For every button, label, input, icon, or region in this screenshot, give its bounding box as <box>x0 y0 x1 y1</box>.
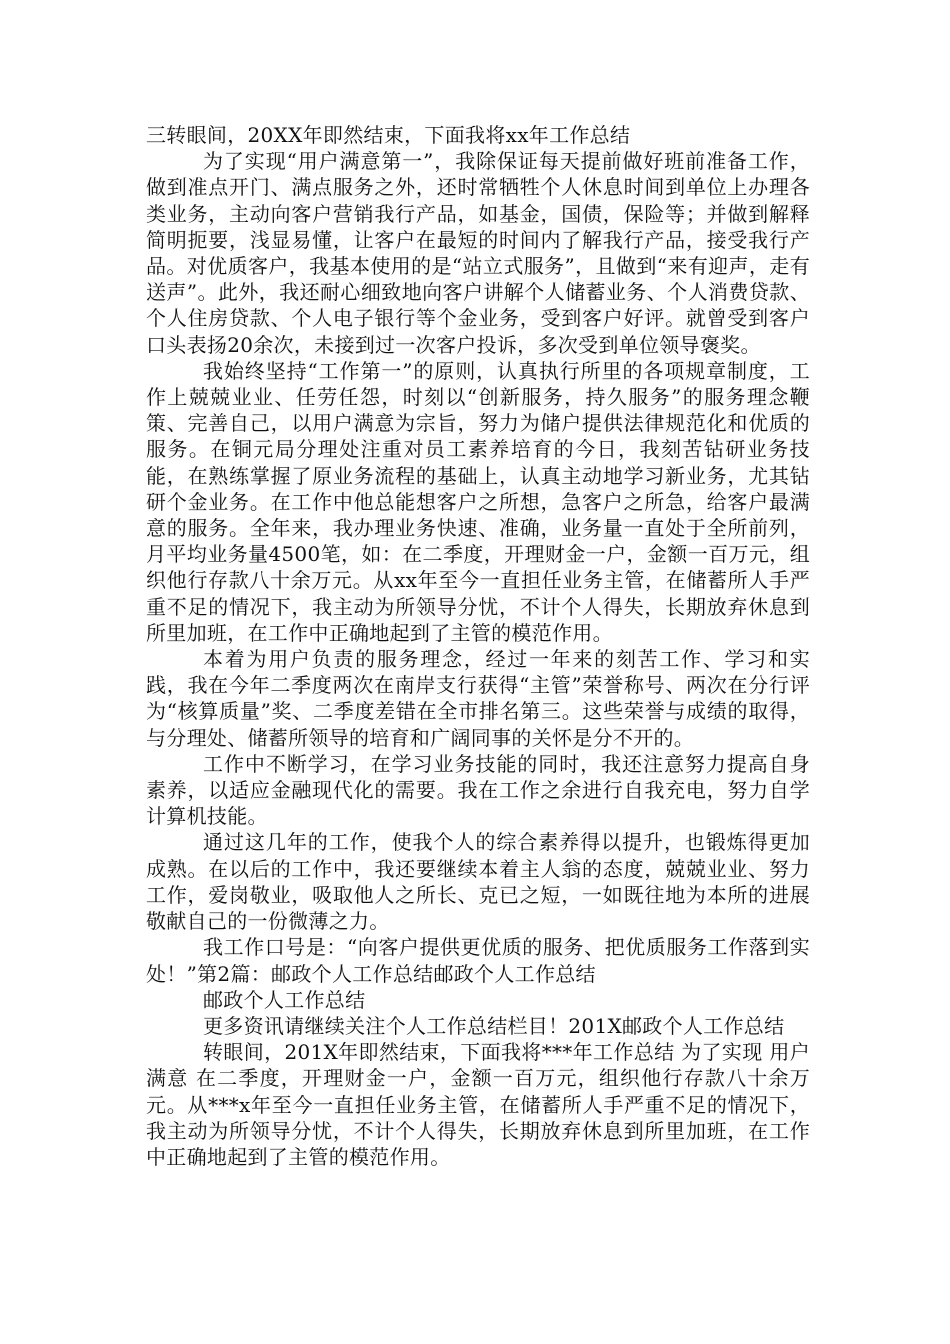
paragraph-growth: 通过这几年的工作，使我个人的综合素养得以提升，也锻炼得更加成熟。在以后的工作中，我还要继续本着主人翁的态度，兢兢业业、努力工作，爱岗敬业，吸取他人之所长、克已之短，一如既往地为本所的进展敬献自己的一份微薄之力。 <box>146 830 810 934</box>
document-body <box>146 122 810 1170</box>
paragraph-customer-satisfaction: 为了实现“用户满意第一”，我除保证每天提前做好班前准备工作，做到准点开门、满点服务之外，还时常牺牲个人休息时间到单位上办理各类业务，主动向客户营销我行产品，如基金，国债，保险等；并做到解释简明扼要，浅显易懂，让客户在最短的时间内了解我行产品，接受我行产品。对优质客户，我基本使用的是“站立式服务”，且做到“来有迎声，走有送声”。此外，我还耐心细致地向客户讲解个人储蓄业务、个人消费贷款、个人住房贷款、个人电子银行等个金业务，受到客户好评。就曾受到客户口头表扬20余次，未接到过一次客户投诉，多次受到单位领导褒奖。 <box>146 149 810 357</box>
paragraph-intro: 三转眼间，20XX年即然结束，下面我将xx年工作总结 <box>146 123 631 147</box>
section-heading: 邮政个人工作总结 <box>203 987 366 1012</box>
paragraph-summary: 转眼间，201X年即然结束，下面我将***年工作总结 为了实现 用户满意 在二季度，开理财金一户，金额一百万元，组织他行存款八十余万元。从***x年至今一直担任业务主管，在储蓄所人手严重不足的情况下，我主动为所领导分忧，不计个人得失，长期放弃休息到所里加班，在工作中正确地起到了主管的模范作用。 <box>146 1040 810 1169</box>
paragraph-more-info: 更多资讯请继续关注个人工作总结栏目！201X邮政个人工作总结 <box>203 1013 785 1038</box>
paragraph-work-principle: 我始终坚持“工作第一”的原则，认真执行所里的各项规章制度，工作上兢兢业业、任劳任怨，时刻以“创新服务，持久服务”的服务理念鞭策、完善自己，以用户满意为宗旨，努力为储户提供法律规范化和优质的服务。在铜元局分理处注重对员工素养培育的今日，我刻苦钻研业务技能，在熟练掌握了原业务流程的基础上，认真主动地学习新业务，尤其钻研个金业务。在工作中他总能想客户之所想，急客户之所急，给客户最满意的服务。全年来，我办理业务快速、准确，业务量一直处于全所前列，月平均业务量4500笔，如：在二季度，开理财金一户，金额一百万元，组织他行存款八十余万元。从xx年至今一直担任业务主管，在储蓄所人手严重不足的情况下，我主动为所领导分忧，不计个人得失，长期放弃休息到所里加班，在工作中正确地起到了主管的模范作用。 <box>146 358 810 645</box>
paragraph-learning: 工作中不断学习，在学习业务技能的同时，我还注意努力提高自身素养，以适应金融现代化的需要。我在工作之余进行自我充电，努力自学计算机技能。 <box>146 751 810 829</box>
paragraph-slogan: 我工作口号是：“向客户提供更优质的服务、把优质服务工作落到实处！”第2篇：邮政个人工作总结邮政个人工作总结 <box>146 935 810 986</box>
paragraph-honors: 本着为用户负责的服务理念，经过一年来的刻苦工作、学习和实践，我在今年二季度两次在南岸支行获得“主管”荣誉称号、两次在分行评为“核算质量”奖、二季度差错在全市排名第三。这些荣誉与成绩的取得，与分理处、储蓄所领导的培育和广阔同事的关怀是分不开的。 <box>146 647 810 750</box>
